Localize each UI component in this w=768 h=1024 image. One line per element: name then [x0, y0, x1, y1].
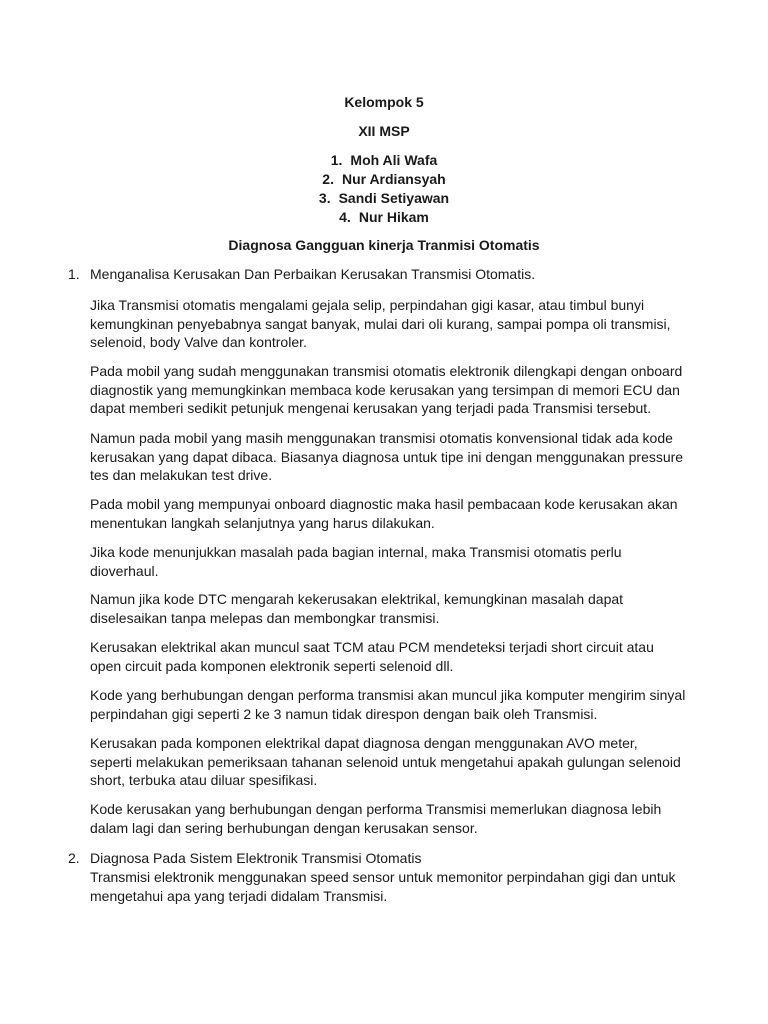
paragraph-line: selenoid, body Valve dan kontroler.	[90, 334, 307, 350]
paragraph-line: seperti melakukan pemeriksaan tahanan selenoid untuk mengetahui apakah gulungan selenoid	[90, 753, 681, 770]
paragraph-line: tes dan melakukan test drive.	[90, 467, 273, 483]
member-number: 2.	[322, 171, 334, 187]
member-number: 1.	[330, 152, 343, 168]
paragraph	[90, 296, 690, 352]
paragraph-line: diagnostik yang memungkinkan membaca kode kerusakan yang tersimpan di memori ECU dan	[90, 381, 680, 398]
section-number: 1.	[68, 266, 80, 282]
paragraph-line: Jika kode menunjukkan masalah pada bagian internal, maka Transmisi otomatis perlu	[90, 544, 622, 560]
paragraph-line: Kerusakan pada komponen elektrikal dapat diagnosa dengan menggunakan AVO meter,	[90, 735, 638, 751]
paragraph-line: Kerusakan elektrikal akan muncul saat TCM atau PCM mendeteksi terjadi short circuit atau	[90, 639, 654, 655]
section-heading: Menganalisa Kerusakan Dan Perbaikan Kerusakan Transmisi Otomatis.	[90, 266, 536, 282]
paragraph-line: Pada mobil yang mempunyai onboard diagnostic maka hasil pembacaan kode kerusakan akan	[90, 496, 678, 512]
paragraph-line: dalam lagi dan sering berhubungan dengan kerusakan sensor.	[90, 819, 478, 836]
section-heading: Diagnosa Pada Sistem Elektronik Transmisi Otomatis	[90, 850, 422, 866]
paragraph	[90, 543, 690, 580]
section-number: 2.	[68, 850, 80, 866]
paragraph-line: diselesaikan tanpa melepas dan membongkar transmisi.	[90, 609, 440, 626]
paragraph	[90, 590, 690, 627]
paragraph-line: perpindahan gigi seperti 2 ke 3 namun tidak direspon dengan baik oleh Transmisi.	[90, 705, 598, 722]
document-title: Diagnosa Gangguan kinerja Tranmisi Otomatis	[228, 237, 540, 253]
paragraph-line: Namun jika kode DTC mengarah kekerusakan elektrikal, kemungkinan masalah dapat	[90, 591, 624, 607]
member-list-item	[0, 170, 768, 189]
paragraph	[90, 495, 690, 532]
member-name: Moh Ali Wafa	[350, 152, 438, 168]
member-number: 3.	[318, 190, 331, 206]
member-name: Nur Hikam	[358, 209, 429, 225]
member-list-item	[0, 151, 768, 170]
paragraph	[90, 686, 690, 723]
paragraph-line: Jika Transmisi otomatis mengalami gejala selip, perpindahan gigi kasar, atau timbul bunyi	[90, 297, 645, 313]
paragraph	[90, 868, 690, 905]
paragraph	[90, 362, 690, 418]
paragraph-line: Pada mobil yang sudah menggunakan transmisi otomatis elektronik dilengkapi dengan onboard	[90, 363, 683, 379]
member-list-item	[0, 208, 768, 227]
paragraph-line: Transmisi elektronik menggunakan speed sensor untuk memonitor perpindahan gigi dan untuk	[90, 869, 676, 885]
class-name: XII MSP	[358, 123, 410, 139]
paragraph-line: Kode kerusakan yang berhubungan dengan performa Transmisi memerlukan diagnosa lebih	[90, 801, 662, 817]
paragraph-line: dapat memberi sedikit petunjuk mengenai kerusakan yang terjadi pada Transmisi tersebut.	[90, 400, 652, 416]
paragraph-line: Namun pada mobil yang masih menggunakan transmisi otomatis konvensional tidak ada kode	[90, 430, 673, 446]
member-name: Sandi Setiyawan	[338, 190, 450, 206]
paragraph	[90, 734, 690, 790]
member-name: Nur Ardiansyah	[341, 171, 446, 187]
paragraph	[90, 638, 690, 675]
member-number: 4.	[339, 209, 351, 225]
paragraph	[90, 800, 690, 837]
paragraph-line: Kode yang berhubungan dengan performa transmisi akan muncul jika komputer mengirim sinyal	[90, 687, 686, 703]
group-name: Kelompok 5	[344, 94, 424, 110]
paragraph-line: menentukan langkah selanjutnya yang harus dilakukan.	[90, 514, 435, 531]
paragraph-line: mengetahui apa yang terjadi didalam Transmisi.	[90, 887, 388, 904]
paragraph-line: kemungkinan penyebabnya sangat banyak, mulai dari oli kurang, sampai pompa oli transmisi,	[90, 315, 671, 332]
paragraph-line: dioverhaul.	[90, 562, 159, 579]
member-list-item	[0, 189, 768, 208]
paragraph-line: kerusakan yang dapat dibaca. Biasanya diagnosa untuk tipe ini dengan menggunakan pressure	[90, 448, 684, 465]
paragraph	[90, 429, 690, 485]
paragraph-line: short, terbuka atau diluar spesifikasi.	[90, 772, 318, 788]
paragraph-line: open circuit pada komponen elektronik seperti selenoid dll.	[90, 657, 454, 674]
